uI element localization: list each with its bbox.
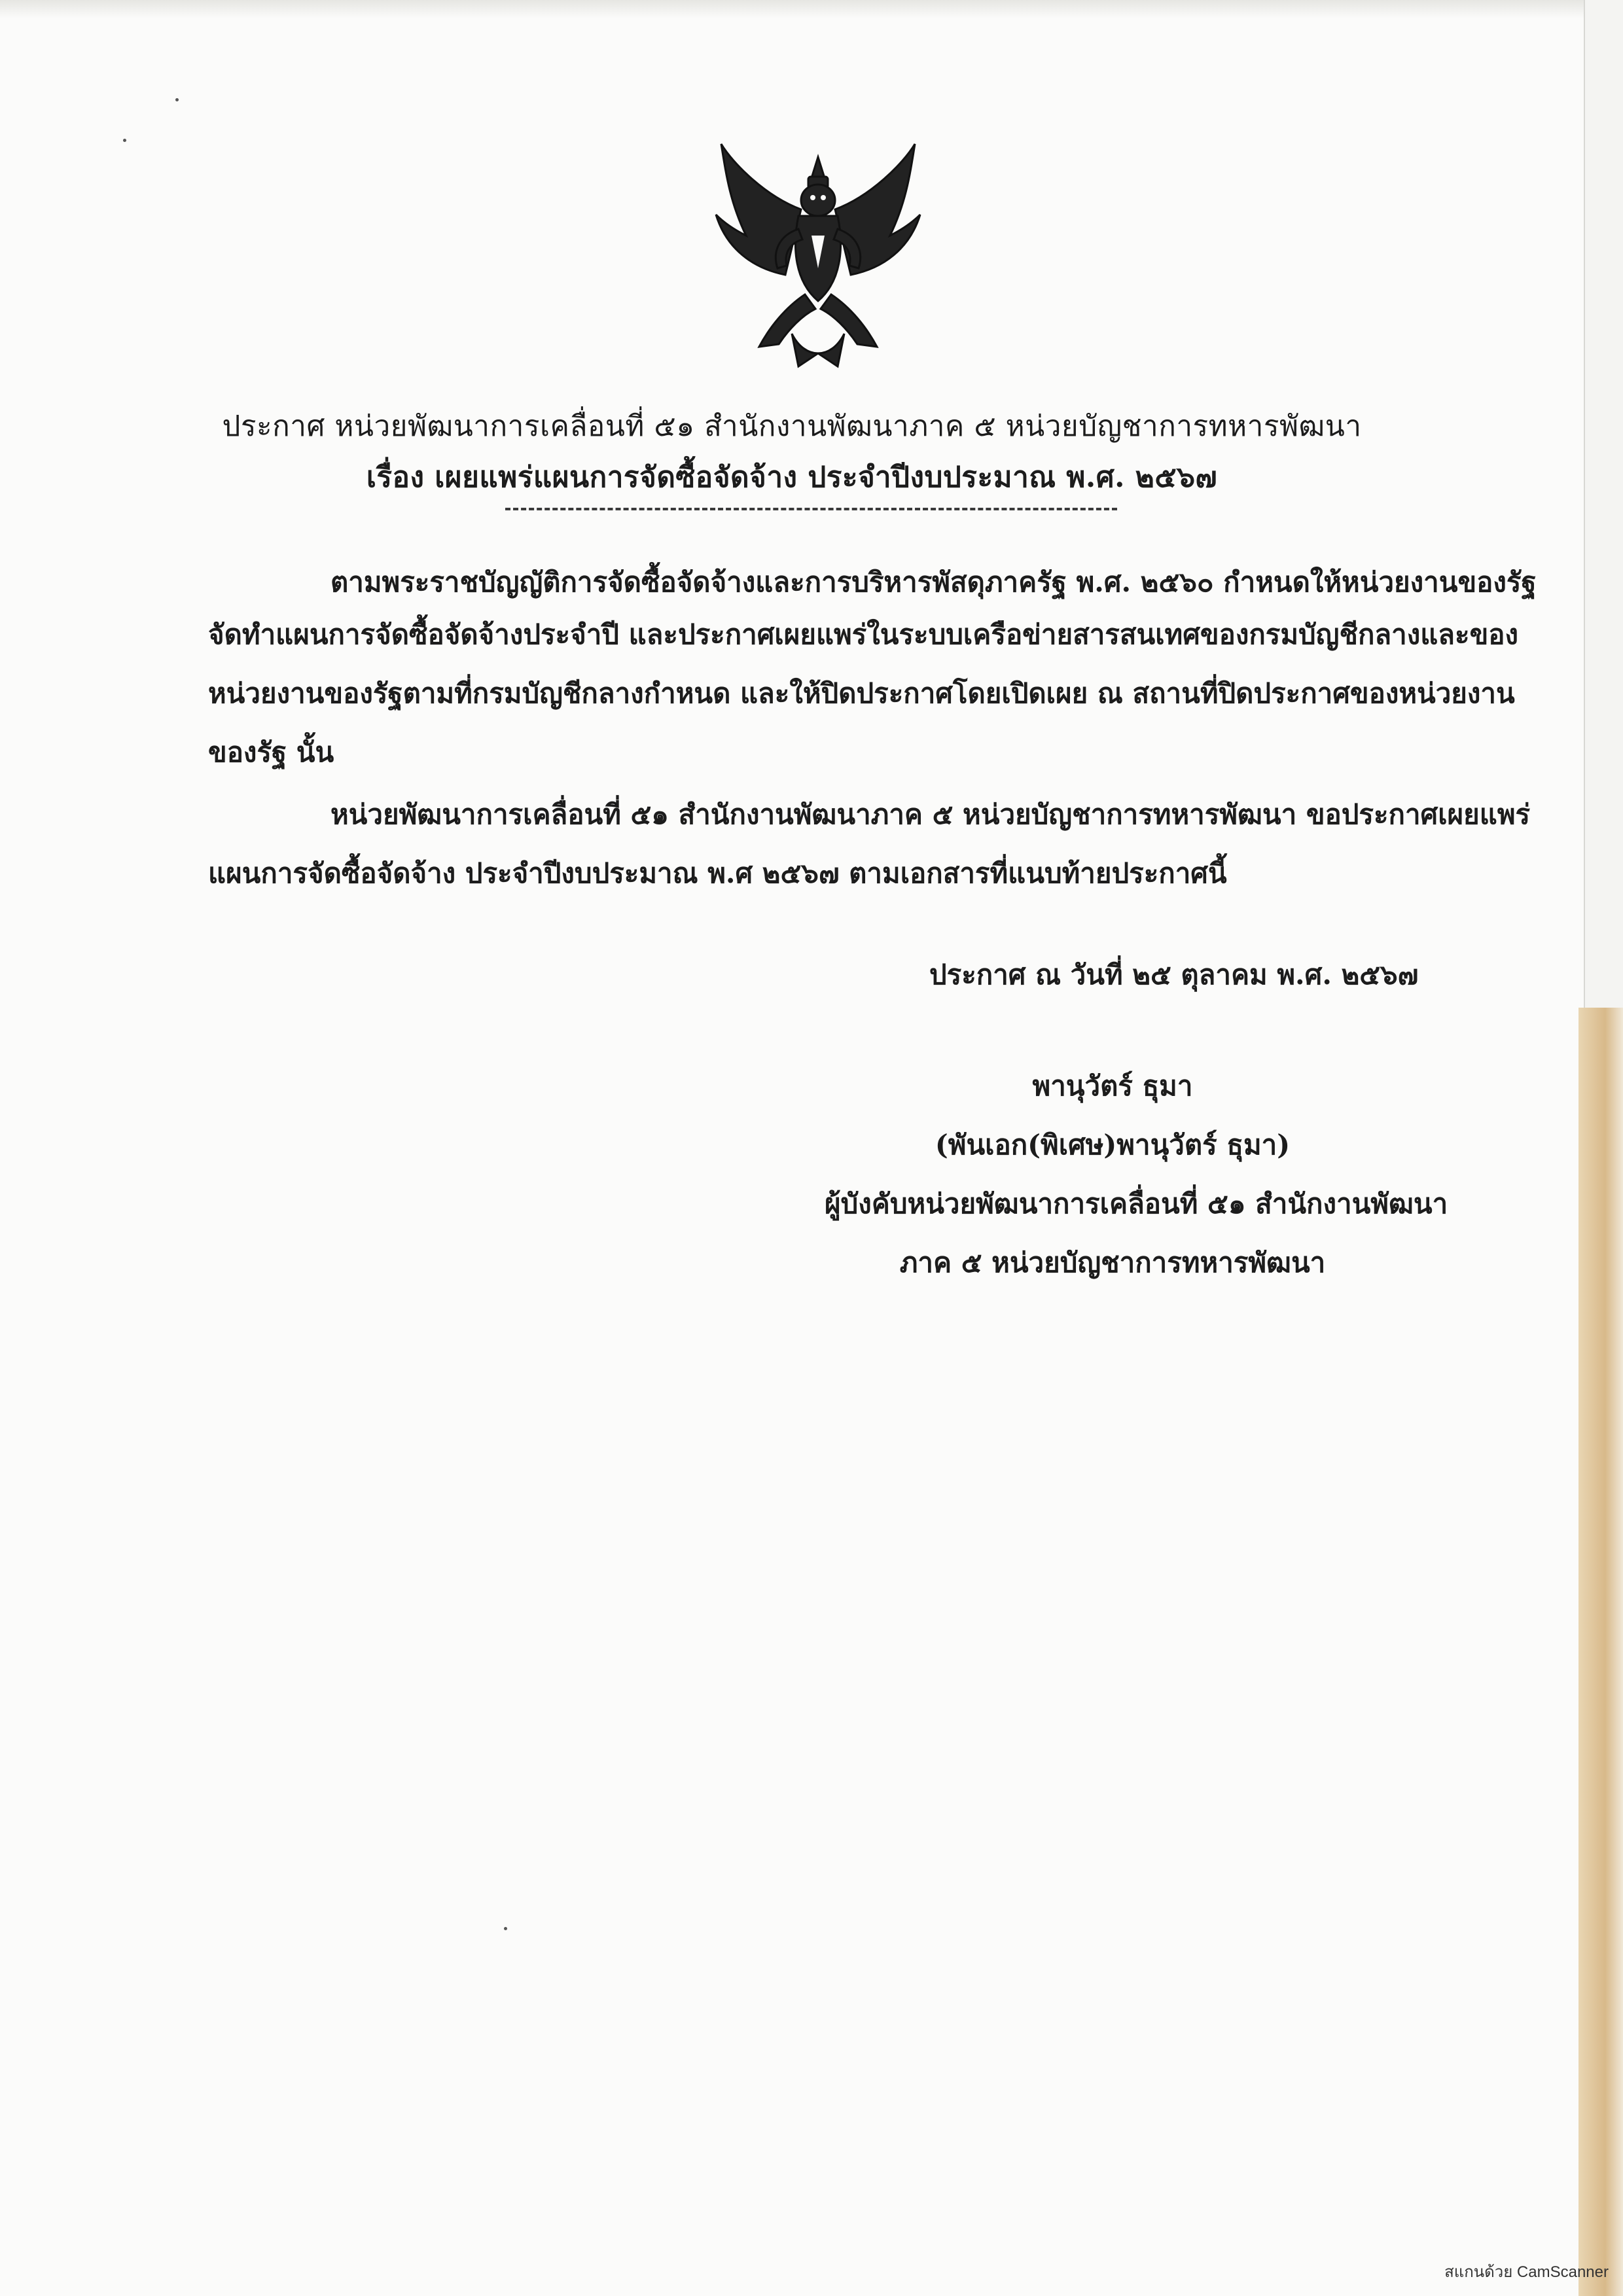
signature-position-line1: ผู้บังคับหน่วยพัฒนาการเคลื่อนที่ ๕๑ สำนักงานพัฒนา — [825, 1188, 1448, 1220]
paragraph2-line2: แผนการจัดซื้อจัดจ้าง ประจำปีงบประมาณ พ.ศ ๒๕๖๗ ตามเอกสารที่แนบท้ายประกาศนี้ — [208, 857, 1227, 889]
paragraph1-line1: ตามพระราชบัญญัติการจัดซื้อจัดจ้างและการบริหารพัสดุภาครัฐ พ.ศ. ๒๕๖๐ กำหนดให้หน่วยงานของรัฐ — [330, 566, 1537, 598]
scan-shadow — [0, 0, 1584, 18]
paragraph1-line2: จัดทำแผนการจัดซื้อจัดจ้างประจำปี และประกาศเผยแพร่ในระบบเครือข่ายสารสนเทศของกรมบัญชีกลางและของ — [208, 618, 1519, 650]
announcement-title: ประกาศ หน่วยพัฒนาการเคลื่อนที่ ๕๑ สำนักงานพัฒนาภาค ๕ หน่วยบัญชาการทหารพัฒนา — [222, 410, 1362, 443]
scanner-watermark: สแกนด้วย CamScanner — [1444, 2263, 1609, 2281]
announcement-date: ประกาศ ณ วันที่ ๒๕ ตุลาคม พ.ศ. ๒๕๖๗ — [929, 959, 1419, 991]
paragraph1-line3: หน่วยงานของรัฐตามที่กรมบัญชีกลางกำหนด และให้ปิดประกาศโดยเปิดเผย ณ สถานที่ปิดประกาศของหน่วยงาน — [208, 677, 1515, 709]
paragraph2-line1: หน่วยพัฒนาการเคลื่อนที่ ๕๑ สำนักงานพัฒนาภาค ๕ หน่วยบัญชาการทหารพัฒนา ขอประกาศเผยแพร่ — [330, 798, 1531, 830]
scan-speck — [175, 98, 179, 101]
title-divider — [505, 508, 1117, 510]
scan-speck — [504, 1927, 507, 1930]
signature-position-line2: ภาค ๕ หน่วยบัญชาการทหารพัฒนา — [899, 1246, 1326, 1279]
signature-full-name: (พันเอก(พิเศษ)พานุวัตร์ ธุมา) — [935, 1129, 1291, 1161]
paragraph1-line4: ของรัฐ นั้น — [208, 736, 334, 768]
garuda-emblem-icon — [707, 137, 929, 373]
signature-signed-name: พานุวัตร์ ธุมา — [1032, 1070, 1193, 1102]
scan-speck — [123, 139, 126, 142]
scan-background-edge — [1578, 1008, 1623, 2296]
announcement-subject: เรื่อง เผยแพร่แผนการจัดซื้อจัดจ้าง ประจำปีงบประมาณ พ.ศ. ๒๕๖๗ — [366, 461, 1218, 494]
